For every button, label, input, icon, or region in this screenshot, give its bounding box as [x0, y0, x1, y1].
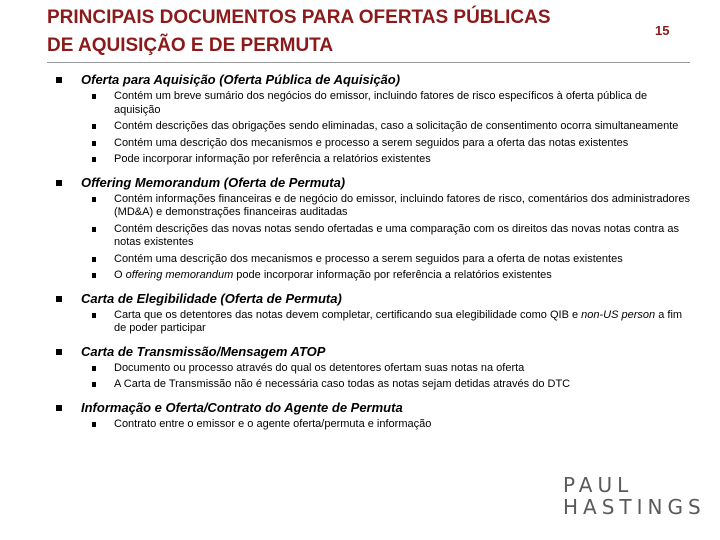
bullet-list — [0, 418, 720, 432]
square-bullet-icon — [56, 77, 62, 83]
section-title: Informação e Oferta/Contrato do Agente de Permuta — [81, 399, 403, 415]
logo-line-1: PAUL — [563, 473, 634, 497]
square-bullet-icon — [92, 366, 96, 371]
list-item — [0, 137, 720, 151]
list-item — [0, 120, 720, 134]
list-item — [0, 223, 720, 250]
section-carta-transmissao — [0, 342, 720, 392]
square-bullet-icon — [92, 141, 96, 146]
section-agente-permuta — [0, 398, 720, 432]
square-bullet-icon — [92, 313, 96, 318]
list-item — [0, 378, 720, 392]
square-bullet-icon — [56, 405, 62, 411]
section-offering-memorandum — [0, 173, 720, 283]
slide-content — [0, 70, 720, 437]
list-item-text: Pode incorporar informação por referência a relatórios existentes — [114, 153, 431, 165]
italic-term: offering memorandum — [125, 269, 234, 281]
square-bullet-icon — [92, 94, 96, 99]
section-title: Carta de Elegibilidade (Oferta de Permuta) — [81, 290, 342, 306]
bullet-list — [0, 90, 720, 167]
square-bullet-icon — [56, 180, 62, 186]
list-item — [0, 193, 720, 220]
section-heading — [0, 70, 720, 90]
list-item-text: Contém uma descrição dos mecanismos e processo a serem seguidos para a oferta das notas existentes — [114, 136, 629, 149]
list-item — [0, 269, 720, 283]
list-item — [0, 418, 720, 432]
list-item-text: O offering memorandum pode incorporar informação por referência a relatórios existentes — [114, 269, 552, 281]
section-oferta-aquisicao — [0, 70, 720, 167]
page-title — [47, 4, 637, 60]
section-title: Offering Memorandum (Oferta de Permuta) — [81, 174, 346, 190]
square-bullet-icon — [92, 197, 96, 202]
list-item-text: Documento ou processo através do qual os detentores ofertam suas notas na oferta — [114, 361, 525, 374]
square-bullet-icon — [92, 382, 96, 387]
list-item-text: Contém descrições das novas notas sendo ofertadas e uma comparação com os direitos das novas notas contra as notas existentes — [114, 222, 679, 248]
title-line-2: DE AQUISIÇÃO E DE PERMUTA — [47, 35, 334, 56]
list-item-text: Contém uma descrição dos mecanismos e processo a serem seguidos para a oferta de notas existentes — [114, 252, 623, 265]
list-item-text: A Carta de Transmissão não é necessária caso todas as notas sejam detidas através do DTC — [114, 378, 571, 390]
section-heading — [0, 398, 720, 418]
list-item-text: Contrato entre o emissor e o agente oferta/permuta e informação — [114, 417, 432, 430]
section-heading — [0, 173, 720, 193]
page-number: 15 — [655, 23, 670, 38]
italic-term: non-US person — [581, 308, 656, 321]
list-item-text: Contém descrições das obrigações sendo eliminadas, caso a solicitação de consentimento ocorra simultaneamente — [114, 120, 679, 132]
bullet-list — [0, 193, 720, 283]
bullet-list — [0, 309, 720, 336]
list-item — [0, 90, 720, 117]
list-item — [0, 253, 720, 267]
list-item — [0, 153, 720, 167]
square-bullet-icon — [92, 422, 96, 427]
square-bullet-icon — [92, 227, 96, 232]
list-item-text: Contém um breve sumário dos negócios do emissor, incluindo fatores de risco específicos à oferta pública de aquisição — [114, 90, 648, 116]
section-carta-elegibilidade — [0, 289, 720, 336]
square-bullet-icon — [56, 349, 62, 355]
square-bullet-icon — [92, 157, 96, 162]
list-item — [0, 362, 720, 376]
square-bullet-icon — [92, 273, 96, 278]
section-heading — [0, 342, 720, 362]
bullet-list — [0, 362, 720, 392]
square-bullet-icon — [56, 296, 62, 302]
list-item — [0, 309, 720, 336]
square-bullet-icon — [92, 257, 96, 262]
title-divider — [47, 62, 690, 63]
paul-hastings-logo — [563, 473, 706, 519]
square-bullet-icon — [92, 124, 96, 129]
section-title: Carta de Transmissão/Mensagem ATOP — [81, 343, 326, 359]
list-item-text: Contém informações financeiras e de negócio do emissor, incluindo fatores de risco, comentários dos administradores (MD&A) e demonstrações financeiras auditadas — [114, 192, 690, 218]
section-title: Oferta para Aquisição (Oferta Pública de Aquisição) — [81, 72, 401, 87]
section-heading — [0, 289, 720, 309]
title-line-1: PRINCIPAIS DOCUMENTOS PARA OFERTAS PÚBLICAS — [47, 7, 551, 28]
list-item-text: Carta que os detentores das notas devem completar, certificando sua elegibilidade como QIB e non-US person a fim de poder participar — [114, 308, 683, 334]
logo-line-2: HASTINGS — [563, 495, 706, 519]
